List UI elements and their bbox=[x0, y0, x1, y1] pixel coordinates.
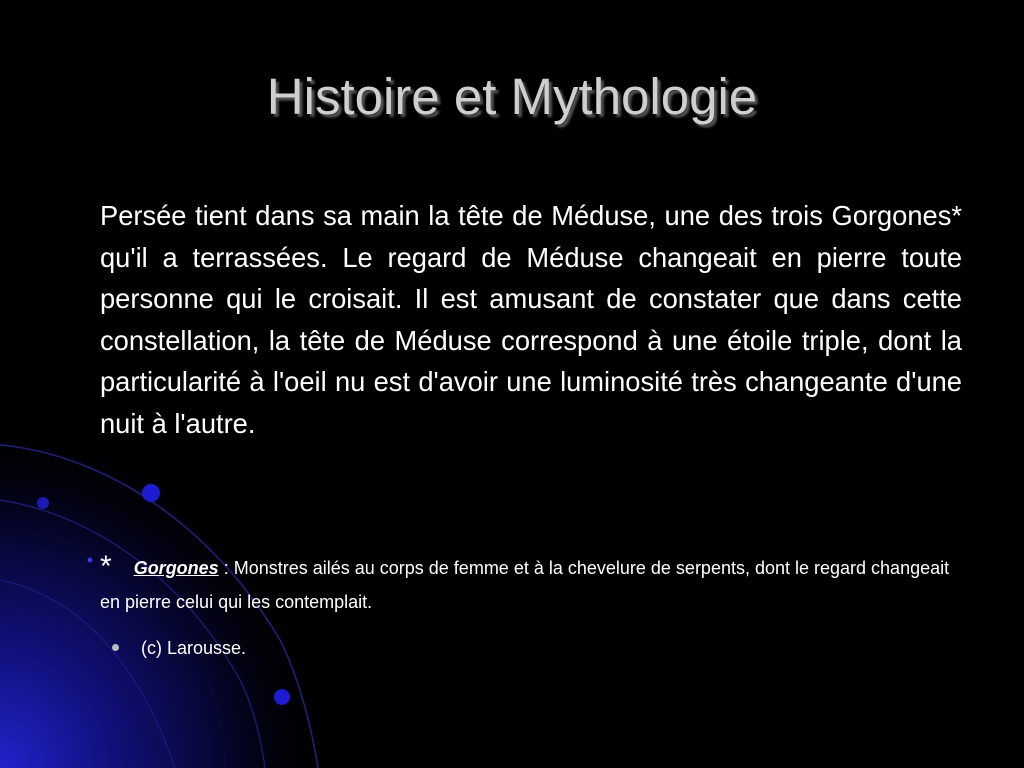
orb-4 bbox=[88, 558, 93, 563]
slide-title: Histoire et Mythologie bbox=[266, 68, 758, 125]
bullet-icon bbox=[112, 644, 119, 651]
orb-3 bbox=[274, 689, 290, 705]
source-item bbox=[112, 631, 712, 665]
footnote-term: Gorgones bbox=[133, 558, 219, 578]
orb-2 bbox=[37, 497, 49, 509]
footnote bbox=[100, 548, 962, 619]
orb-1 bbox=[142, 484, 160, 502]
body-paragraph: Persée tient dans sa main la tête de Méduse, une des trois Gorgones* qu'il a terrassées. Le regard de Méduse changeait en pierre toute personne qui le croisait. Il est amusant de constater que dans cette constellation, la tête de Méduse correspond à une étoile triple, dont la particularité à l'oeil nu est d'avoir une luminosité très changeante d'une nuit à l'autre. bbox=[100, 200, 962, 439]
footnote-marker: * bbox=[100, 550, 112, 583]
source-label: (c) Larousse. bbox=[141, 638, 247, 658]
footnote-definition: : Monstres ailés au corps de femme et à la chevelure de serpents, dont le regard changeait en pierre celui qui les contemplait. bbox=[100, 558, 950, 612]
